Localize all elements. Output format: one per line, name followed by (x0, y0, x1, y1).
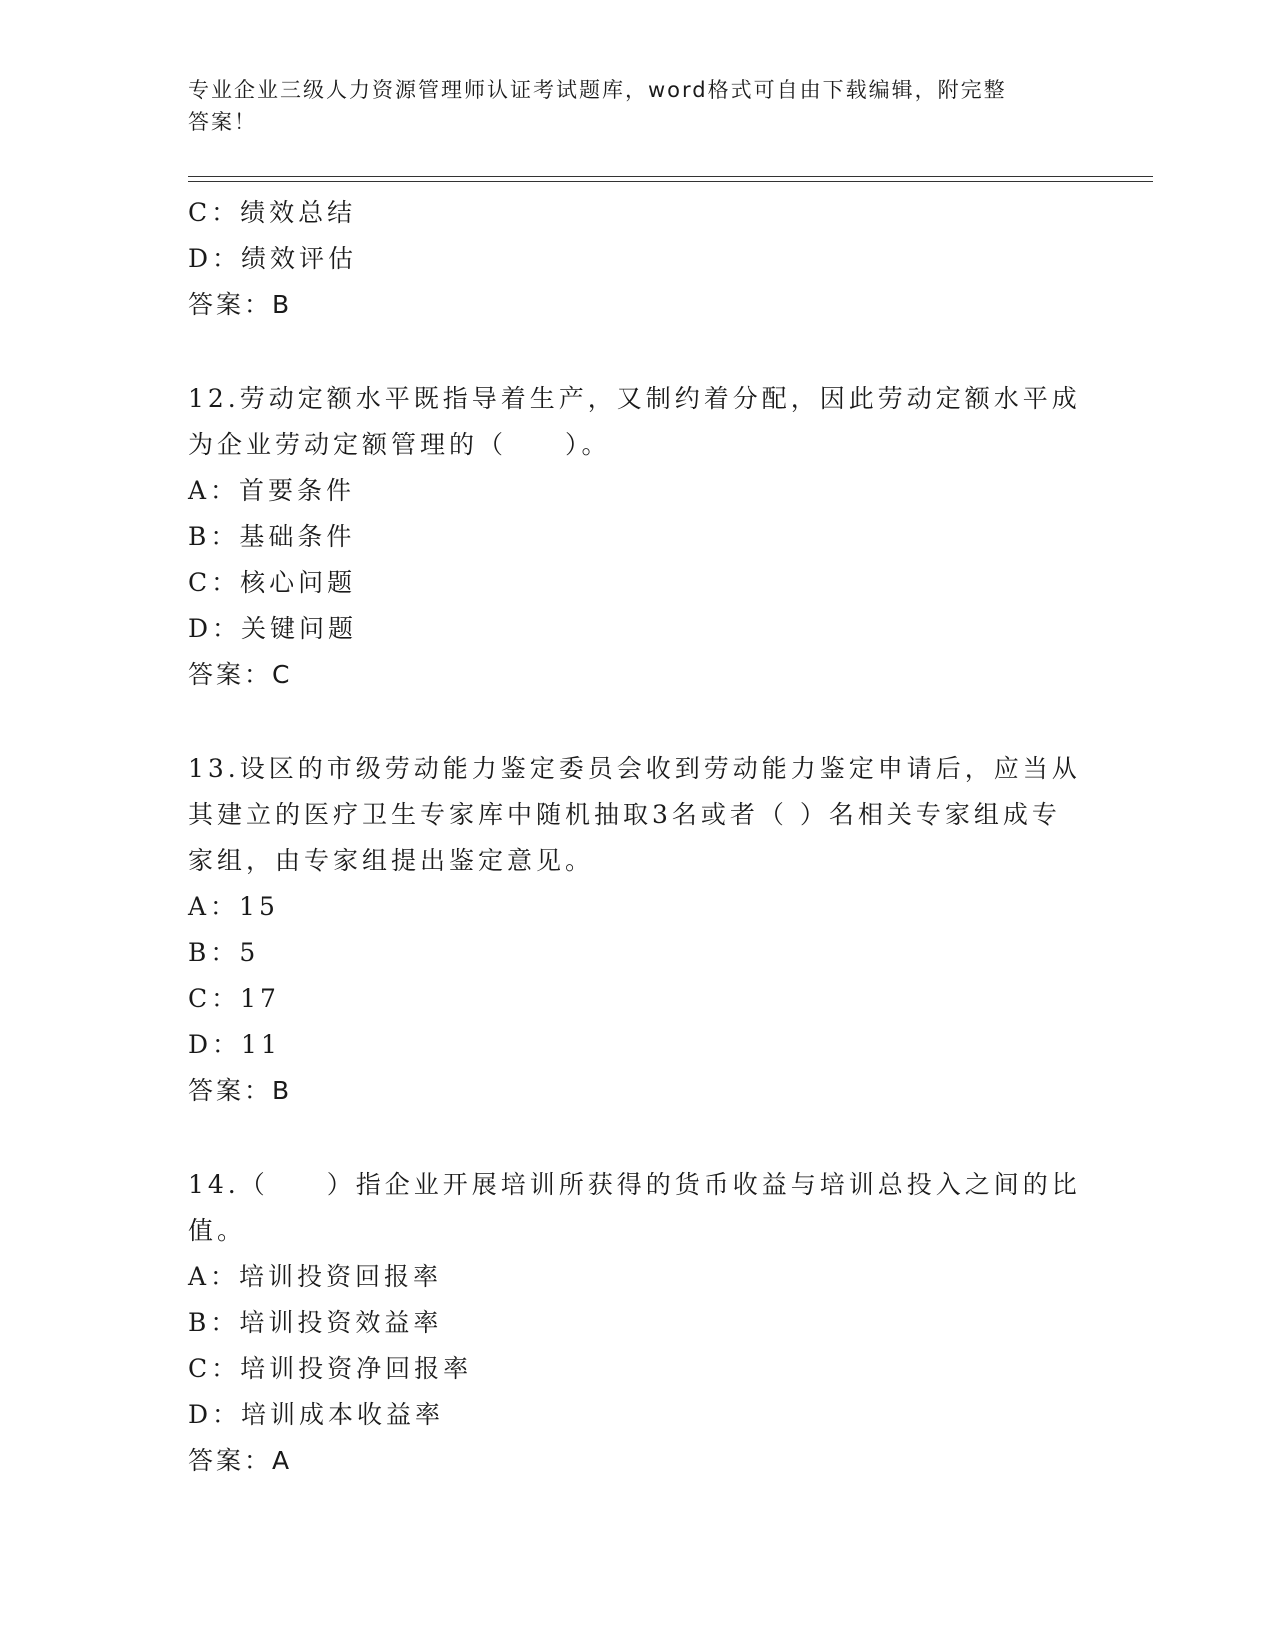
header-title-line-1: 专业企业三级人力资源管理师认证考试题库，word格式可自由下载编辑，附完整 (188, 78, 1007, 102)
option-a: A：培训投资回报率 (188, 1262, 443, 1291)
answer-line: 答案：A (188, 1446, 293, 1475)
answer-line: 答案：C (188, 660, 293, 689)
option-d: D：关键问题 (188, 614, 358, 643)
question-13 (188, 746, 1088, 1114)
question-text-line: 为企业劳动定额管理的（ ）。 (188, 430, 611, 459)
option-b: B：5 (188, 938, 260, 967)
option-b: B：基础条件 (188, 522, 356, 551)
question-text-line: 13.设区的市级劳动能力鉴定委员会收到劳动能力鉴定申请后，应当从 (188, 754, 1081, 783)
question-12 (188, 376, 1088, 698)
option-c: C：绩效总结 (188, 198, 357, 227)
question-text-line: 14.（ ）指企业开展培训所获得的货币收益与培训总投入之间的比 (188, 1170, 1081, 1199)
question-text-line: 家组，由专家组提出鉴定意见。 (188, 846, 595, 875)
question-text-line: 其建立的医疗卫生专家库中随机抽取3名或者（ ）名相关专家组成专 (188, 800, 1061, 829)
previous-question-tail (188, 190, 1088, 328)
answer-line: 答案：B (188, 1076, 293, 1105)
header-title-line-2: 答案！ (188, 110, 257, 134)
option-d: D：11 (188, 1030, 281, 1059)
option-c: C：17 (188, 984, 280, 1013)
question-text-line: 12.劳动定额水平既指导着生产，又制约着分配，因此劳动定额水平成 (188, 384, 1081, 413)
option-b: B：培训投资效益率 (188, 1308, 443, 1337)
option-d: D：绩效评估 (188, 244, 358, 273)
answer-line: 答案：B (188, 290, 293, 319)
question-list (188, 190, 1088, 1484)
option-a: A：首要条件 (188, 476, 356, 505)
option-c: C：核心问题 (188, 568, 357, 597)
document-header (188, 74, 1068, 138)
option-d: D：培训成本收益率 (188, 1400, 445, 1429)
header-divider-top (188, 176, 1153, 177)
option-c: C：培训投资净回报率 (188, 1354, 473, 1383)
option-a: A：15 (188, 892, 279, 921)
question-text-line: 值。 (188, 1216, 247, 1245)
header-divider-bottom (188, 181, 1153, 182)
question-14 (188, 1162, 1088, 1484)
